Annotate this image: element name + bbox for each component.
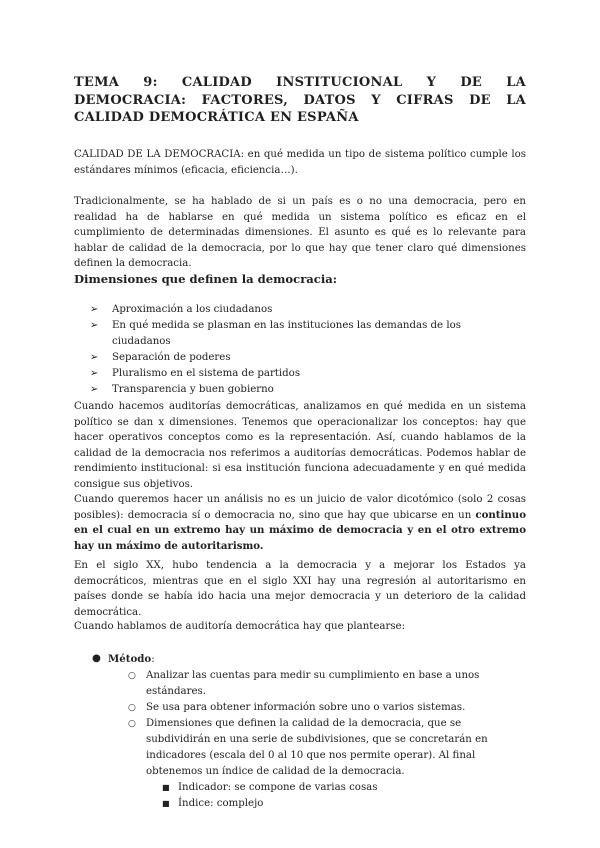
paragraph-continuum-emphasis: continuo en el cual en un extremo hay un máximo de democracia y en el otro extremo hay un máximo de autoritarismo. [74, 508, 526, 552]
arrow-bullet-icon: ➢ [90, 352, 99, 363]
bullet-icon: ● [92, 653, 101, 664]
method-section [92, 651, 532, 812]
list-item-text: Pluralismo en el sistema de partidos [112, 368, 301, 379]
document-title: TEMA 9: CALIDAD INSTITUCIONAL Y DE LA DEMOCRACIA: FACTORES, DATOS Y CIFRAS DE LA CALIDAD DEMOCRÁTICA EN ESPAÑA [74, 75, 526, 126]
list-item-text: Dimensiones que definen la calidad de la democracia, que se subdividirán en una serie de subdivisiones, que se concretarán en indicadores (escala del 0 al 10 que nos permite operar). Al final obtenemos un índice de calidad de la democracia. [146, 718, 488, 777]
arrow-bullet-icon: ➢ [90, 384, 99, 395]
list-item-text: Transparencia y buen gobierno [112, 384, 274, 395]
list-item-text: Índice: complejo [178, 798, 264, 809]
arrow-bullet-icon: ➢ [90, 368, 99, 379]
list-item [162, 796, 508, 812]
paragraph-audit-intro: Cuando hablamos de auditoría democrática hay que plantearse: [74, 621, 406, 632]
circle-bullet-icon: ○ [128, 671, 136, 681]
paragraph-definition: CALIDAD DE LA DEMOCRACIA: en qué medida un tipo de sistema político cumple los estándares mínimos (eficacia, eficiencia…). [74, 149, 526, 176]
list-item [90, 350, 520, 366]
list-item [90, 318, 520, 350]
circle-bullet-icon: ○ [128, 703, 136, 713]
section-heading-dimensions: Dimensiones que definen la democracia: [74, 272, 338, 286]
indicator-sublist [162, 780, 508, 812]
circle-bullet-icon: ○ [128, 719, 136, 729]
paragraph-tradition: Tradicionalmente, se ha hablado de si un país es o no una democracia, pero en realidad ha de hablarse en qué medida un sistema político es eficaz en el cumplimiento de determinadas dimensiones. El asunto es qué es lo relevante para hablar de calidad de la democracia, por lo que hay que tener claro qué dimensiones definen la democracia. [74, 196, 526, 270]
list-item [90, 302, 520, 318]
list-item [90, 382, 520, 398]
paragraph-continuum-text: Cuando queremos hacer un análisis no es un juicio de valor dicotómico (solo 2 cosas posibles): democracia sí o democracia no, sino que hay que ubicarse en un [74, 494, 526, 521]
dimensions-list [90, 302, 520, 398]
list-item-text: Separación de poderes [112, 352, 231, 363]
list-item [90, 366, 520, 382]
paragraph-history: En el siglo XX, hubo tendencia a la democracia y a mejorar los Estados ya democráticos, mientras que en el siglo XXI hay una regresión al autoritarismo en países donde se había ido hacia una mejor democracia y un deterioro de la calidad democrática. [74, 560, 526, 618]
list-item-text: Analizar las cuentas para medir su cumplimiento en base a unos estándares. [146, 670, 480, 697]
square-bullet-icon: ■ [162, 783, 170, 792]
arrow-bullet-icon: ➢ [90, 320, 99, 331]
square-bullet-icon: ■ [162, 799, 170, 808]
list-item-text: En qué medida se plasman en las instituciones las demandas de los ciudadanos [112, 320, 461, 347]
method-sublist [128, 668, 508, 812]
list-item [162, 780, 508, 796]
paragraph-audits: Cuando hacemos auditorías democráticas, analizamos en qué medida en un sistema político se dan x dimensiones. Tenemos que operacionalizar los conceptos: hay que hacer operativos conceptos como es la representación. Así, cuando hablamos de la calidad de la democracia nos referimos a auditorías democráticas. Podemos hablar de rendimiento institucional: si esa institución funciona adecuadamente y en qué medida consigue sus objetivos. [74, 401, 526, 490]
arrow-bullet-icon: ➢ [90, 304, 99, 315]
method-bullet-row [92, 651, 532, 668]
list-item-text: Aproximación a los ciudadanos [112, 304, 273, 315]
method-colon: : [151, 654, 155, 665]
method-label: Método [108, 653, 152, 665]
list-item-text: Indicador: se compone de varias cosas [178, 782, 378, 793]
paragraph-continuum [74, 492, 526, 554]
list-item [128, 700, 508, 716]
list-item-text: Se usa para obtener información sobre uno o varios sistemas. [146, 702, 466, 713]
list-item [128, 668, 508, 700]
list-item [128, 716, 508, 812]
